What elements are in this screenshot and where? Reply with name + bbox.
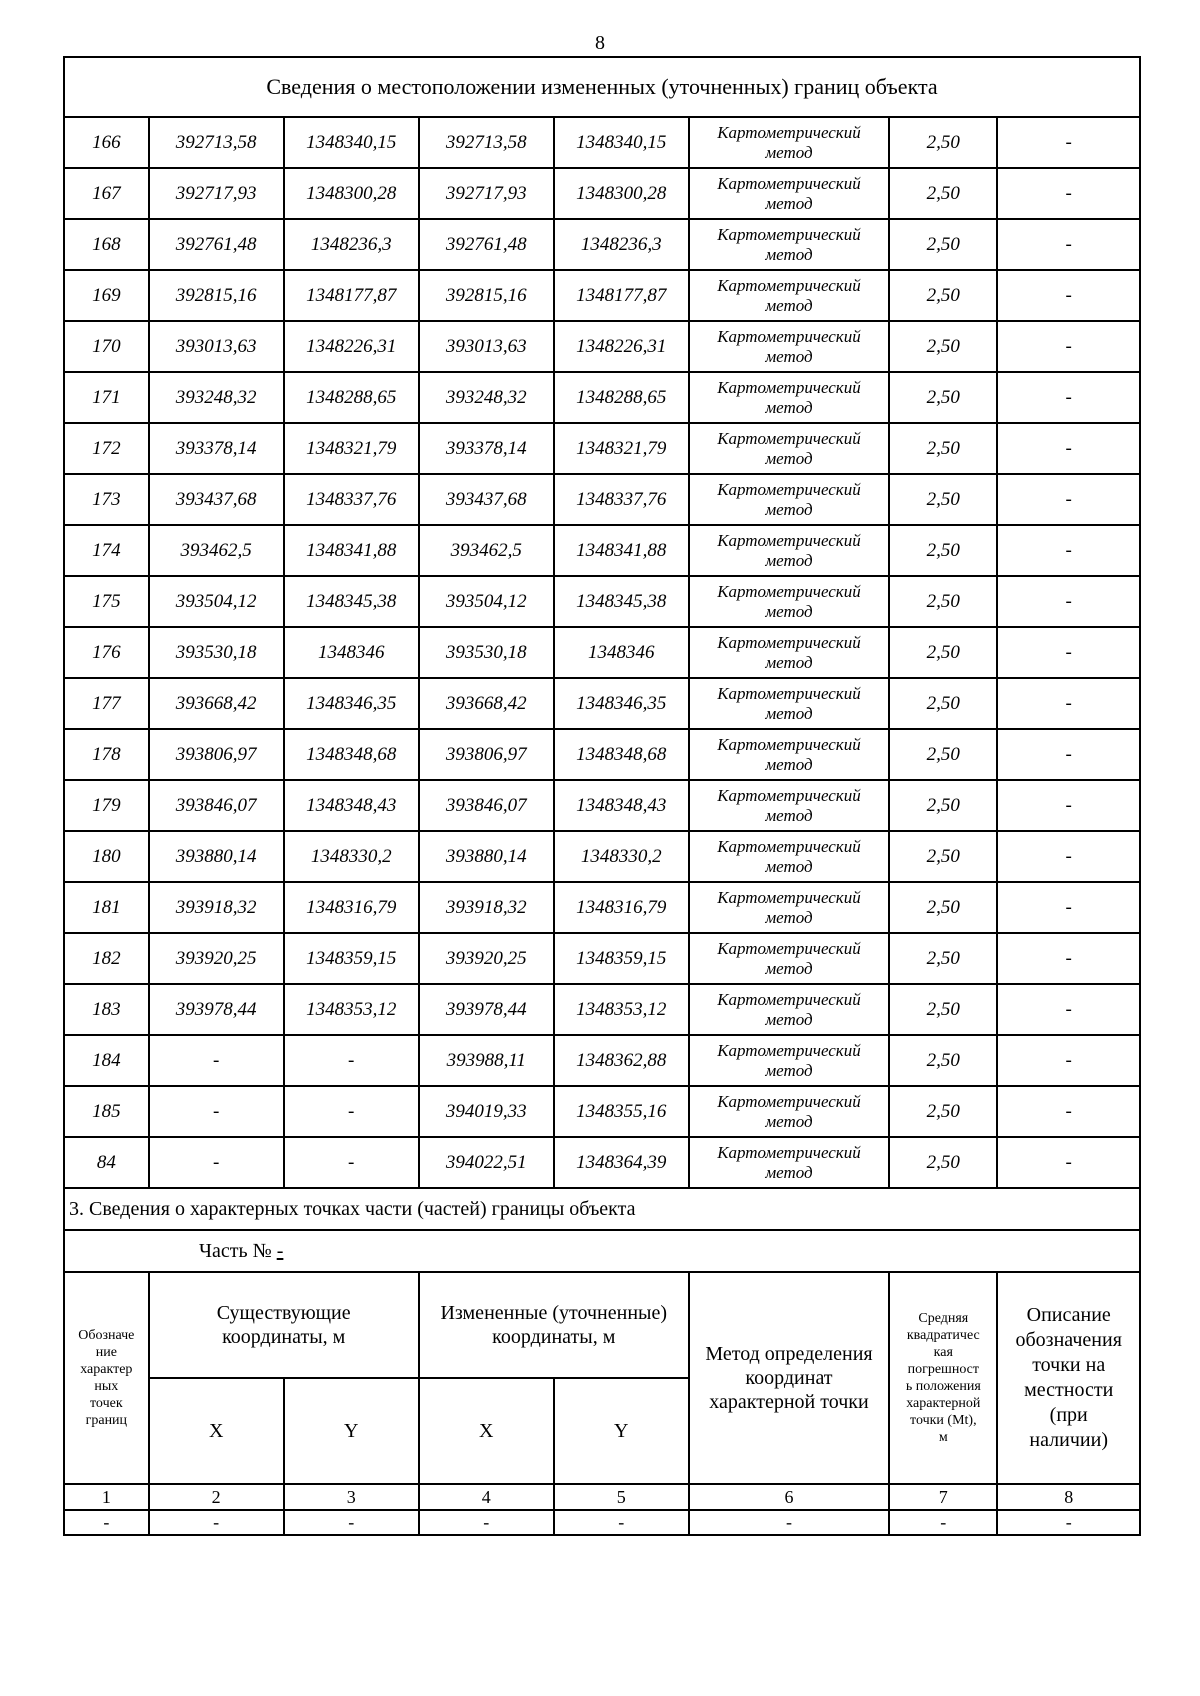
description-cell: - [997, 729, 1140, 780]
changed-x-cell: 393378,14 [419, 423, 554, 474]
mean-error-cell: 2,50 [889, 627, 997, 678]
point-number-cell: 181 [64, 882, 149, 933]
existing-y-cell: 1348288,65 [284, 372, 419, 423]
description-cell: - [997, 882, 1140, 933]
mean-error-cell: 2,50 [889, 780, 997, 831]
column-number: 7 [889, 1484, 997, 1510]
existing-x-cell: 393462,5 [149, 525, 284, 576]
page-number: 8 [595, 32, 605, 54]
table-row [64, 984, 1140, 1035]
table-row [64, 576, 1140, 627]
existing-x-cell: 393806,97 [149, 729, 284, 780]
changed-x-cell: 393668,42 [419, 678, 554, 729]
changed-x-cell: 393880,14 [419, 831, 554, 882]
empty-cell: - [149, 1510, 284, 1535]
mean-error-cell: 2,50 [889, 933, 997, 984]
existing-y-cell: 1348321,79 [284, 423, 419, 474]
method-cell: Картометрический метод [689, 1035, 889, 1086]
table-row [64, 321, 1140, 372]
changed-y-cell: 1348359,15 [554, 933, 689, 984]
point-number-cell: 170 [64, 321, 149, 372]
changed-y-cell: 1348353,12 [554, 984, 689, 1035]
existing-y-cell: 1348340,15 [284, 117, 419, 168]
point-number-cell: 171 [64, 372, 149, 423]
table-row [64, 1086, 1140, 1137]
description-cell: - [997, 678, 1140, 729]
header-changed-coords: Измененные (уточненные) координаты, м [419, 1272, 689, 1378]
point-number-cell: 169 [64, 270, 149, 321]
changed-y-cell: 1348288,65 [554, 372, 689, 423]
point-number-cell: 184 [64, 1035, 149, 1086]
existing-y-cell: 1348177,87 [284, 270, 419, 321]
existing-x-cell: 393378,14 [149, 423, 284, 474]
existing-x-cell: 393504,12 [149, 576, 284, 627]
changed-y-cell: 1348321,79 [554, 423, 689, 474]
empty-cell: - [284, 1510, 419, 1535]
existing-x-cell: 393978,44 [149, 984, 284, 1035]
changed-x-cell: 393504,12 [419, 576, 554, 627]
point-number-cell: 183 [64, 984, 149, 1035]
description-cell: - [997, 321, 1140, 372]
column-number: 4 [419, 1484, 554, 1510]
existing-y-cell: 1348346,35 [284, 678, 419, 729]
point-number-cell: 167 [64, 168, 149, 219]
changed-x-cell: 393462,5 [419, 525, 554, 576]
method-cell: Картометрический метод [689, 678, 889, 729]
description-cell: - [997, 1086, 1140, 1137]
section-3-title: 3. Сведения о характерных точках части (частей) границы объекта [64, 1188, 1140, 1230]
description-cell: - [997, 423, 1140, 474]
changed-x-cell: 393918,32 [419, 882, 554, 933]
empty-cell: - [889, 1510, 997, 1535]
changed-y-cell: 1348340,15 [554, 117, 689, 168]
description-cell: - [997, 525, 1140, 576]
mean-error-cell: 2,50 [889, 1137, 997, 1188]
method-cell: Картометрический метод [689, 729, 889, 780]
empty-cell: - [689, 1510, 889, 1535]
existing-y-cell: 1348346 [284, 627, 419, 678]
description-cell: - [997, 372, 1140, 423]
header-method: Метод определения координат характерной точки [689, 1272, 889, 1484]
method-cell: Картометрический метод [689, 372, 889, 423]
table-row [64, 117, 1140, 168]
changed-y-cell: 1348345,38 [554, 576, 689, 627]
column-number: 8 [997, 1484, 1140, 1510]
point-number-cell: 185 [64, 1086, 149, 1137]
existing-y-cell: 1348236,3 [284, 219, 419, 270]
table-title: Сведения о местоположении измененных (уточненных) границ объекта [64, 57, 1140, 117]
mean-error-cell: 2,50 [889, 882, 997, 933]
existing-y-cell: 1348345,38 [284, 576, 419, 627]
mean-error-cell: 2,50 [889, 1035, 997, 1086]
method-cell: Картометрический метод [689, 219, 889, 270]
changed-x-cell: 393437,68 [419, 474, 554, 525]
method-cell: Картометрический метод [689, 168, 889, 219]
empty-cell: - [554, 1510, 689, 1535]
changed-x-cell: 394019,33 [419, 1086, 554, 1137]
changed-y-cell: 1348337,76 [554, 474, 689, 525]
point-number-cell: 172 [64, 423, 149, 474]
header-existing-x: X [149, 1378, 284, 1484]
header-point-designation: Обозначе ние характер ных точек границ [64, 1272, 149, 1484]
existing-x-cell: 392717,93 [149, 168, 284, 219]
existing-x-cell: - [149, 1086, 284, 1137]
method-cell: Картометрический метод [689, 780, 889, 831]
existing-x-cell: - [149, 1137, 284, 1188]
description-cell: - [997, 168, 1140, 219]
description-cell: - [997, 780, 1140, 831]
mean-error-cell: 2,50 [889, 474, 997, 525]
mean-error-cell: 2,50 [889, 372, 997, 423]
empty-cell: - [419, 1510, 554, 1535]
method-cell: Картометрический метод [689, 576, 889, 627]
table-row [64, 729, 1140, 780]
changed-y-cell: 1348362,88 [554, 1035, 689, 1086]
existing-y-cell: - [284, 1086, 419, 1137]
changed-x-cell: 393978,44 [419, 984, 554, 1035]
mean-error-cell: 2,50 [889, 729, 997, 780]
header-changed-y: Y [554, 1378, 689, 1484]
existing-x-cell: 392761,48 [149, 219, 284, 270]
description-cell: - [997, 219, 1140, 270]
mean-error-cell: 2,50 [889, 219, 997, 270]
mean-error-cell: 2,50 [889, 984, 997, 1035]
description-cell: - [997, 831, 1140, 882]
part-number: - [276, 1239, 284, 1262]
changed-x-cell: 393248,32 [419, 372, 554, 423]
method-cell: Картометрический метод [689, 423, 889, 474]
description-cell: - [997, 984, 1140, 1035]
existing-y-cell: - [284, 1035, 419, 1086]
existing-y-cell: 1348348,68 [284, 729, 419, 780]
changed-y-cell: 1348177,87 [554, 270, 689, 321]
point-number-cell: 179 [64, 780, 149, 831]
table-row [64, 882, 1140, 933]
point-number-cell: 168 [64, 219, 149, 270]
changed-y-cell: 1348330,2 [554, 831, 689, 882]
method-cell: Картометрический метод [689, 933, 889, 984]
description-cell: - [997, 627, 1140, 678]
changed-x-cell: 392713,58 [419, 117, 554, 168]
existing-x-cell: - [149, 1035, 284, 1086]
existing-x-cell: 393846,07 [149, 780, 284, 831]
header-existing-y: Y [284, 1378, 419, 1484]
part-label: Часть № [199, 1239, 272, 1262]
changed-x-cell: 393920,25 [419, 933, 554, 984]
method-cell: Картометрический метод [689, 1137, 889, 1188]
existing-x-cell: 393437,68 [149, 474, 284, 525]
description-cell: - [997, 576, 1140, 627]
method-cell: Картометрический метод [689, 117, 889, 168]
existing-y-cell: 1348330,2 [284, 831, 419, 882]
table-row [64, 423, 1140, 474]
existing-y-cell: 1348226,31 [284, 321, 419, 372]
point-number-cell: 84 [64, 1137, 149, 1188]
description-cell: - [997, 933, 1140, 984]
table-row [64, 831, 1140, 882]
changed-x-cell: 393988,11 [419, 1035, 554, 1086]
existing-x-cell: 392815,16 [149, 270, 284, 321]
column-number: 2 [149, 1484, 284, 1510]
header-mean-error: Средняя квадратичес кая погрешност ь положения характерной точки (Mt), м [889, 1272, 997, 1484]
table-row [64, 525, 1140, 576]
changed-x-cell: 394022,51 [419, 1137, 554, 1188]
mean-error-cell: 2,50 [889, 525, 997, 576]
column-numbers-row [64, 1484, 1140, 1510]
changed-x-cell: 392761,48 [419, 219, 554, 270]
description-cell: - [997, 117, 1140, 168]
description-cell: - [997, 474, 1140, 525]
table-row [64, 372, 1140, 423]
point-number-cell: 174 [64, 525, 149, 576]
existing-x-cell: 393013,63 [149, 321, 284, 372]
changed-x-cell: 393530,18 [419, 627, 554, 678]
changed-y-cell: 1348226,31 [554, 321, 689, 372]
method-cell: Картометрический метод [689, 984, 889, 1035]
existing-y-cell: 1348348,43 [284, 780, 419, 831]
point-number-cell: 177 [64, 678, 149, 729]
changed-x-cell: 393806,97 [419, 729, 554, 780]
method-cell: Картометрический метод [689, 474, 889, 525]
method-cell: Картометрический метод [689, 882, 889, 933]
existing-x-cell: 393880,14 [149, 831, 284, 882]
mean-error-cell: 2,50 [889, 576, 997, 627]
changed-y-cell: 1348300,28 [554, 168, 689, 219]
method-cell: Картометрический метод [689, 525, 889, 576]
existing-y-cell: 1348359,15 [284, 933, 419, 984]
point-number-cell: 173 [64, 474, 149, 525]
table-row [64, 219, 1140, 270]
table-row [64, 1035, 1140, 1086]
existing-x-cell: 392713,58 [149, 117, 284, 168]
changed-y-cell: 1348355,16 [554, 1086, 689, 1137]
table-row [64, 780, 1140, 831]
mean-error-cell: 2,50 [889, 321, 997, 372]
point-number-cell: 176 [64, 627, 149, 678]
header-changed-x: X [419, 1378, 554, 1484]
table-row [64, 678, 1140, 729]
empty-data-row [64, 1510, 1140, 1535]
existing-x-cell: 393248,32 [149, 372, 284, 423]
changed-x-cell: 393846,07 [419, 780, 554, 831]
table-row [64, 627, 1140, 678]
method-cell: Картометрический метод [689, 1086, 889, 1137]
existing-y-cell: - [284, 1137, 419, 1188]
mean-error-cell: 2,50 [889, 423, 997, 474]
existing-x-cell: 393668,42 [149, 678, 284, 729]
table-row [64, 270, 1140, 321]
existing-y-cell: 1348300,28 [284, 168, 419, 219]
existing-x-cell: 393918,32 [149, 882, 284, 933]
table-row [64, 474, 1140, 525]
method-cell: Картометрический метод [689, 831, 889, 882]
existing-x-cell: 393920,25 [149, 933, 284, 984]
header-description: Описание обозначения точки на местности (при наличии) [997, 1272, 1140, 1484]
changed-x-cell: 392815,16 [419, 270, 554, 321]
mean-error-cell: 2,50 [889, 1086, 997, 1137]
header-existing-coords: Существующие координаты, м [149, 1272, 419, 1378]
column-number: 5 [554, 1484, 689, 1510]
changed-y-cell: 1348348,43 [554, 780, 689, 831]
mean-error-cell: 2,50 [889, 831, 997, 882]
existing-x-cell: 393530,18 [149, 627, 284, 678]
mean-error-cell: 2,50 [889, 168, 997, 219]
method-cell: Картометрический метод [689, 270, 889, 321]
existing-y-cell: 1348337,76 [284, 474, 419, 525]
mean-error-cell: 2,50 [889, 117, 997, 168]
column-number: 1 [64, 1484, 149, 1510]
boundary-table [63, 56, 1141, 1536]
method-cell: Картометрический метод [689, 627, 889, 678]
description-cell: - [997, 270, 1140, 321]
description-cell: - [997, 1137, 1140, 1188]
changed-y-cell: 1348341,88 [554, 525, 689, 576]
table-row [64, 933, 1140, 984]
existing-y-cell: 1348341,88 [284, 525, 419, 576]
point-number-cell: 178 [64, 729, 149, 780]
method-cell: Картометрический метод [689, 321, 889, 372]
point-number-cell: 180 [64, 831, 149, 882]
changed-y-cell: 1348364,39 [554, 1137, 689, 1188]
mean-error-cell: 2,50 [889, 678, 997, 729]
description-cell: - [997, 1035, 1140, 1086]
changed-y-cell: 1348346,35 [554, 678, 689, 729]
column-number: 6 [689, 1484, 889, 1510]
mean-error-cell: 2,50 [889, 270, 997, 321]
empty-cell: - [997, 1510, 1140, 1535]
changed-y-cell: 1348316,79 [554, 882, 689, 933]
existing-y-cell: 1348353,12 [284, 984, 419, 1035]
changed-x-cell: 393013,63 [419, 321, 554, 372]
changed-y-cell: 1348348,68 [554, 729, 689, 780]
changed-y-cell: 1348236,3 [554, 219, 689, 270]
empty-cell: - [64, 1510, 149, 1535]
table-row [64, 1137, 1140, 1188]
point-number-cell: 166 [64, 117, 149, 168]
changed-x-cell: 392717,93 [419, 168, 554, 219]
point-number-cell: 175 [64, 576, 149, 627]
changed-y-cell: 1348346 [554, 627, 689, 678]
existing-y-cell: 1348316,79 [284, 882, 419, 933]
part-number-line [64, 1230, 1140, 1272]
table-row [64, 168, 1140, 219]
point-number-cell: 182 [64, 933, 149, 984]
column-number: 3 [284, 1484, 419, 1510]
